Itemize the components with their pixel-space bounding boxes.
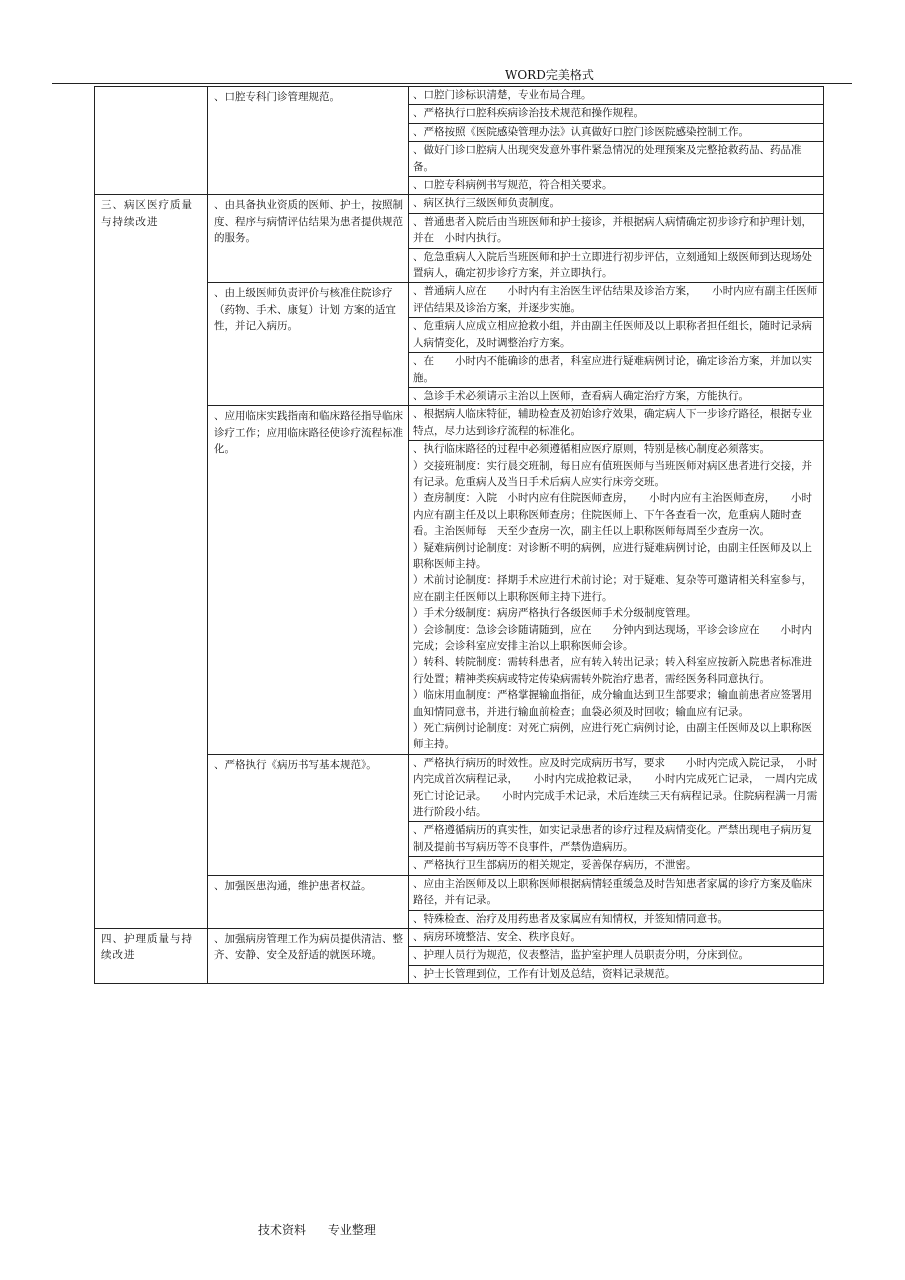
standard-item — [409, 406, 823, 441]
standard-text: 、根据病人临床特征，辅助检查及初始诊疗效果，确定病人下一步诊疗路径，根据专业特点，尽力达到诊疗流程的标准化。 — [413, 408, 812, 437]
requirement-cell: 、应用临床实践指南和临床路径指导临床诊疗工作；应用临床路径使诊疗流程标准化。 — [208, 406, 409, 755]
header-title: WORD完美格式 — [505, 68, 594, 82]
standard-text: 、病区执行三级医师负责制度。 — [413, 197, 560, 210]
standards-cell — [409, 928, 824, 983]
section-title: 四、护理质量与持续改进 — [95, 928, 208, 983]
standard-item — [409, 388, 823, 405]
standard-text: 、口腔门诊标识清楚，专业布局合理。 — [413, 89, 592, 101]
standard-text: 、应由主治医师及以上职称医师根据病情轻重缓急及时告知患者家属的诊疗方案及临床路径，并有记录。 — [413, 877, 812, 907]
standard-text: ）疑难病例讨论制度：对诊断不明的病例，应进行疑难病例讨论，由副主任医师及以上职称医师主持。 — [413, 541, 812, 570]
requirement-cell: 、加强医患沟通，维护患者权益。 — [208, 875, 409, 928]
standard-item — [409, 195, 823, 213]
standard-text: 、严格执行口腔科疾病诊治技术规范和操作规程。 — [413, 107, 644, 120]
standard-item — [409, 947, 823, 965]
requirement-cell: 、由上级医师负责评价与核准住院诊疗（药物、手术、康复）计划 方案的适宜性，并记入病历。 — [208, 283, 409, 406]
standard-item — [409, 87, 823, 105]
standards-cell — [409, 754, 824, 875]
footer-right: 专业整理 — [327, 1223, 376, 1237]
standard-item — [409, 142, 823, 177]
standard-text: 、严格执行卫生部病历的相关规定，妥善保存病历，不泄密。 — [413, 859, 697, 872]
standard-text: ）查房制度：入院 小时内应有住院医师查房， 小时内应有主治医师查房， 小时内应有副主任及以上职称医师查房；住院医师上、下午各查看一次，危重病人随时查看。主治医师每 天至少查房一次，副主任以上职称医师每周至少查房一次。 — [413, 492, 812, 538]
standard-text: 、普通病人应在 小时内有主治医生评估结果及诊治方案， 小时内应有副主任医师评估结果及诊治方案，并逐步实施。 — [413, 285, 818, 314]
standard-text: 、严格按照《医院感染管理办法》认真做好口腔门诊医院感染控制工作。 — [413, 125, 749, 138]
section-title — [95, 87, 208, 195]
standard-text: ）转科、转院制度：需转科患者，应有转入转出记录；转入科室应按新入院患者标准进行处置；精神类疾病或特定传染病需转外院治疗患者，需经医务科同意执行。 — [413, 656, 812, 685]
standard-item — [409, 966, 823, 983]
standard-text: 、病房环境整洁、安全、秩序良好。 — [413, 930, 581, 943]
standard-item — [409, 105, 823, 123]
standard-text: ）交接班制度：实行晨交班制，每日应有值班医师与当班医师对病区患者进行交接，并有记录。危重病人及当日手术后病人应实行床旁交班。 — [413, 459, 812, 488]
standard-text: 、严格执行病历的时效性。应及时完成病历书写，要求 小时内完成入院记录， 小时内完成首次病程记录， 小时内完成抢救记录， 小时内完成死亡记录， 一周内完成死亡讨论记录。 小时内完成手术记录，术后连续三天有病程记录。住院病程满一月需进行阶段小结。 — [413, 756, 818, 819]
standard-item — [409, 911, 823, 928]
standard-text: 、护理人员行为规范，仪表整洁，监护室护理人员职责分明，分床到位。 — [413, 949, 749, 962]
page-footer — [258, 1221, 376, 1238]
table-row — [95, 928, 824, 983]
section-title: 三、病区医疗质量与持续改进 — [95, 195, 208, 928]
standard-item — [409, 318, 823, 353]
standard-text: ）会诊制度：急诊会诊随请随到，应在 分钟内到达现场，平诊会诊应在 小时内完成；会诊科室应安排主治以上职称医师会诊。 — [413, 623, 812, 652]
standard-item — [409, 876, 823, 911]
standard-text: 、执行临床路径的过程中必须遵循相应医疗原则，特别是核心制度必须落实。 — [413, 443, 770, 456]
standard-item — [409, 822, 823, 857]
footer-left: 技术资料 — [258, 1223, 307, 1237]
standard-text: 、口腔专科病例书写规范，符合相关要求。 — [413, 179, 613, 192]
standards-cell — [409, 195, 824, 283]
standards-cell — [409, 87, 824, 195]
table-body — [95, 87, 824, 984]
standard-text: 、特殊检查、治疗及用药患者及家属应有知情权，并签知情同意书。 — [413, 912, 728, 925]
standard-item — [409, 857, 823, 874]
standards-cell — [409, 406, 824, 755]
standard-item — [409, 283, 823, 318]
standard-text: 、急诊手术必须请示主治以上医师，查看病人确定治疗方案，方能执行。 — [413, 389, 749, 402]
standards-cell — [409, 283, 824, 406]
standard-item — [409, 124, 823, 142]
quality-standards-table — [94, 86, 824, 984]
standards-cell — [409, 875, 824, 928]
table-row — [95, 87, 824, 195]
standard-item — [409, 441, 823, 754]
standard-item — [409, 177, 823, 194]
standard-text: 、护士长管理到位，工作有计划及总结，资料记录规范。 — [413, 967, 676, 980]
standard-text: 、严格遵循病历的真实性，如实记录患者的诊疗过程及病情变化。严禁出现电子病历复制及提前书写病历等不良事件，严禁伪造病历。 — [413, 824, 812, 853]
requirement-cell: 、由具备执业资质的医师、护士，按照制度、程序与病情评估结果为患者提供规范的服务。 — [208, 195, 409, 283]
standard-text: 、危重病人应成立相应抢救小组，并由副主任医师及以上职称者担任组长，随时记录病人病情变化，及时调整治疗方案。 — [413, 320, 812, 349]
standard-item — [409, 214, 823, 249]
standard-text: 、普通患者入院后由当班医师和护士接诊，并根据病人病情确定初步诊疗和护理计划，并在 小时内执行。 — [413, 215, 812, 245]
requirement-cell: 、加强病房管理工作为病员提供清洁、整齐、安静、安全及舒适的就医环境。 — [208, 928, 409, 983]
header-rule — [52, 83, 852, 84]
requirement-cell: 、严格执行《病历书写基本规范》。 — [208, 754, 409, 875]
standard-item — [409, 755, 823, 823]
standard-item — [409, 353, 823, 388]
standard-item — [409, 929, 823, 947]
standard-text: ）手术分级制度：病房严格执行各级医师手术分级制度管理。 — [413, 607, 697, 620]
standard-text: 、做好门诊口腔病人出现突发意外事件紧急情况的处理预案及完整抢救药品、药品准备。 — [413, 144, 802, 173]
standard-text: 、在 小时内不能确诊的患者，科室应进行疑难病例讨论，确定诊治方案，并加以实施。 — [413, 355, 812, 384]
page-header — [0, 64, 905, 84]
standard-text: ）临床用血制度：严格掌握输血指征，成分输血达到卫生部要求；输血前患者应签署用血知情同意书，并进行输血前检查；血袋必须及时回收；输血应有记录。 — [413, 689, 812, 718]
standard-text: ）术前讨论制度：择期手术应进行术前讨论；对于疑难、复杂等可邀请相关科室参与，应在副主任医师以上职称医师主持下进行。 — [413, 574, 812, 603]
standard-text: ）死亡病例讨论制度：对死亡病例，应进行死亡病例讨论，由副主任医师及以上职称医师主持。 — [413, 722, 812, 751]
standard-text: 、危急重病人入院后当班医师和护士立即进行初步评估，立刻通知上级医师到达现场处置病人，确定初步诊疗方案，并立即执行。 — [413, 250, 812, 280]
requirement-cell: 、口腔专科门诊管理规范。 — [208, 87, 409, 195]
table-row — [95, 195, 824, 283]
standard-item — [409, 249, 823, 283]
